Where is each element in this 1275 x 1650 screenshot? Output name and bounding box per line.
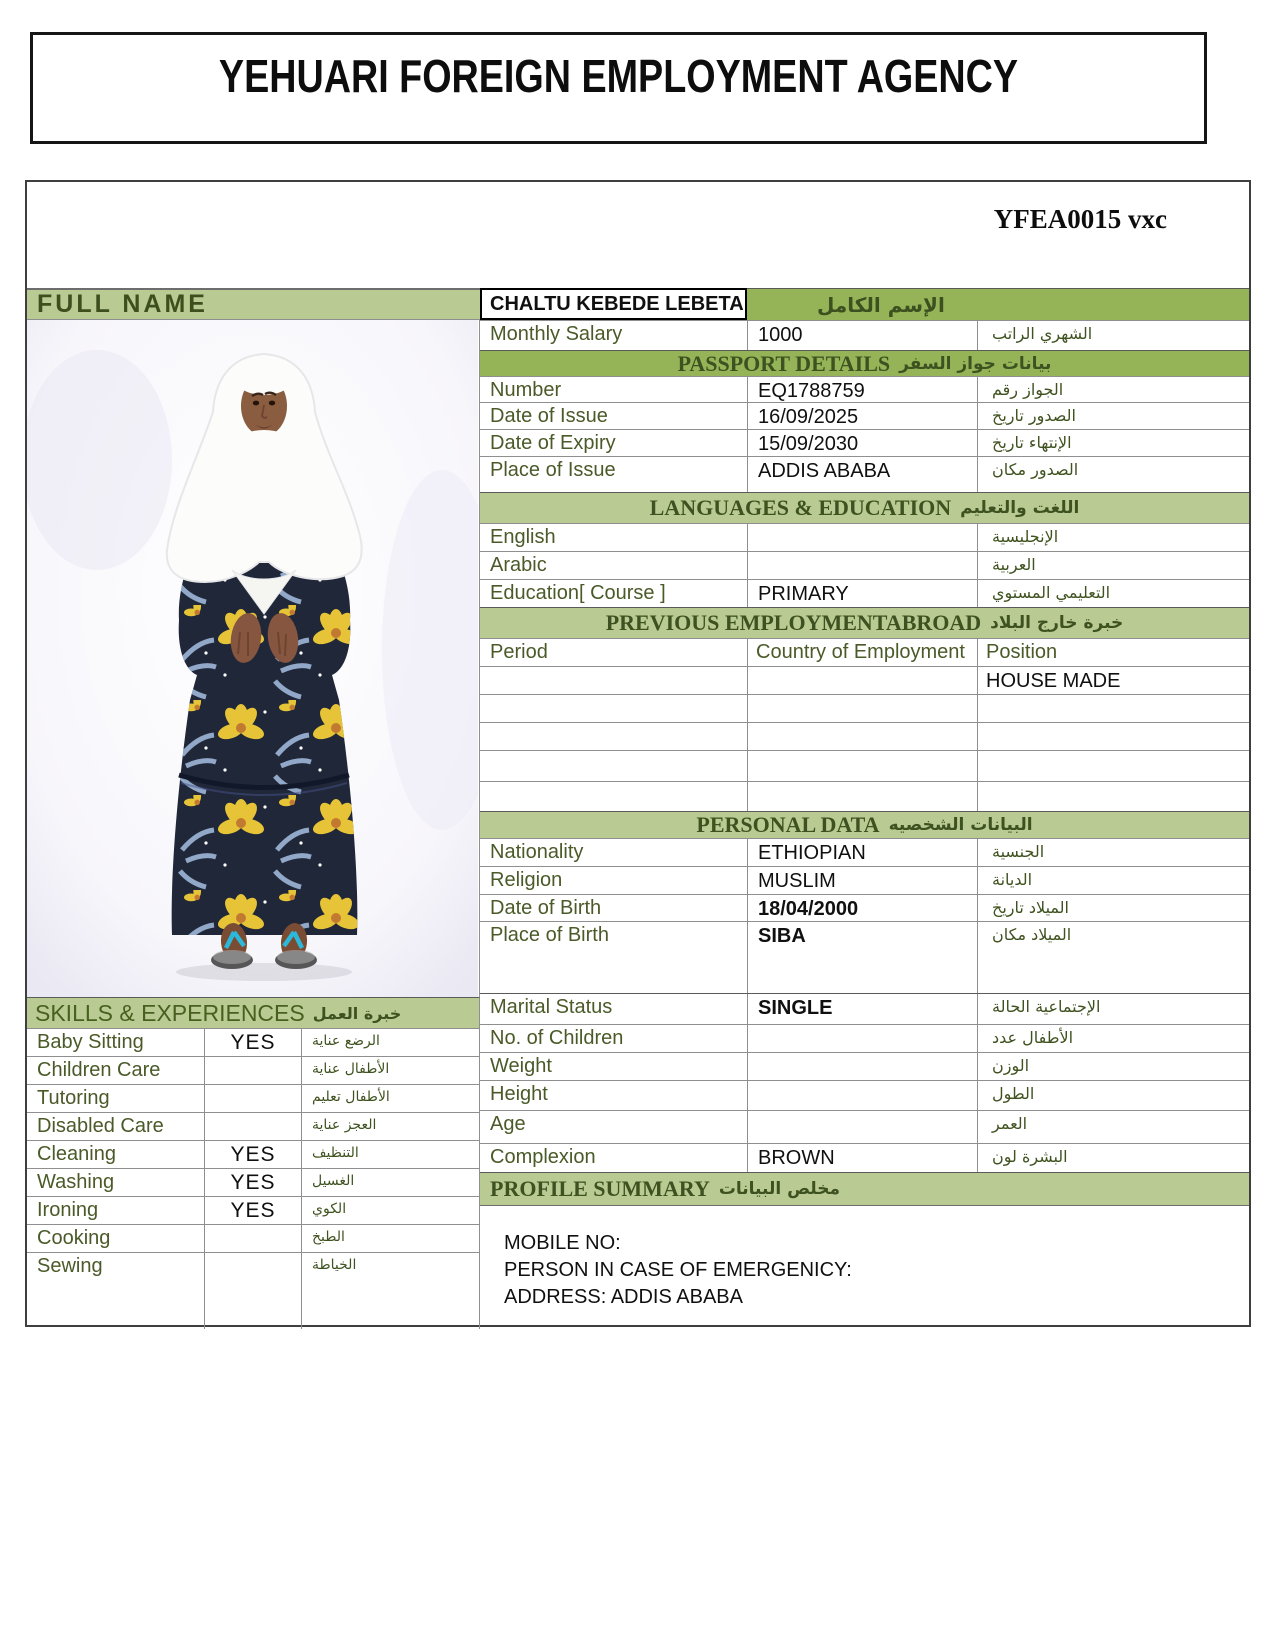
emergency-contact-line: PERSON IN CASE OF EMERGENICY:: [504, 1259, 852, 1281]
skills-section-header: [27, 997, 480, 1028]
cooking-value: [204, 1225, 301, 1252]
employment-position-4: [977, 751, 1249, 781]
tutoring-value: [204, 1085, 301, 1112]
country-column-header: Country of Employment: [747, 639, 977, 666]
baby-sitting-row: [27, 1028, 480, 1056]
passport-header-en: PASSPORT DETAILS: [677, 350, 891, 376]
mobile-no-line: MOBILE NO:: [504, 1232, 621, 1254]
employment-position-5: [977, 782, 1249, 811]
personal-data-section-header: [480, 811, 1249, 838]
applicant-photo: [27, 320, 480, 997]
employment-header-ar: خبرة خارج البلاد: [990, 613, 1124, 633]
date-of-birth-label: Date of Birth: [490, 897, 602, 919]
arabic-label: Arabic: [490, 554, 547, 576]
employment-columns-row: [480, 638, 1249, 666]
ironing-label: Ironing: [37, 1199, 99, 1221]
religion-arabic: الديانة: [977, 867, 1249, 894]
profile-summary-cell: [480, 1205, 1249, 1325]
washing-label: Washing: [37, 1171, 115, 1193]
sewing-row: [27, 1252, 480, 1329]
ironing-value: YES: [204, 1197, 301, 1224]
nationality-arabic: الجنسية: [977, 839, 1249, 866]
date-of-birth-value: 18/04/2000: [747, 895, 977, 921]
employment-period-1: [480, 667, 747, 694]
full-name-row: [480, 288, 1249, 320]
age-row: [480, 1110, 1249, 1143]
cleaning-arabic: التنظيف: [301, 1141, 480, 1168]
baby-sitting-value: YES: [204, 1029, 301, 1056]
passport-number-label: Number: [490, 379, 562, 401]
disabled-care-label: Disabled Care: [37, 1115, 164, 1137]
weight-value: [747, 1053, 977, 1080]
height-arabic: الطول: [977, 1081, 1249, 1110]
cleaning-value: YES: [204, 1141, 301, 1168]
religion-row: [480, 866, 1249, 894]
employment-period-5: [480, 782, 747, 811]
weight-label: Weight: [490, 1055, 552, 1077]
cleaning-label: Cleaning: [37, 1143, 116, 1165]
cooking-arabic: الطبخ: [301, 1225, 480, 1252]
date-of-expiry-value: 15/09/2030: [747, 430, 977, 456]
employment-position-3: [977, 723, 1249, 750]
sewing-value: [204, 1253, 301, 1329]
languages-section-header: [480, 492, 1249, 523]
complexion-row: [480, 1143, 1249, 1172]
nationality-value: ETHIOPIAN: [747, 839, 977, 866]
date-of-expiry-row: [480, 429, 1249, 456]
place-of-issue-row: [480, 456, 1249, 492]
marital-status-arabic: الإجتماعية الحالة: [977, 994, 1249, 1024]
employment-row-3: [480, 722, 1249, 750]
page-title: YEHUARI FOREIGN EMPLOYMENT AGENCY: [218, 50, 1019, 102]
tutoring-label: Tutoring: [37, 1087, 110, 1109]
passport-number-row: [480, 376, 1249, 402]
portrait-photo-illustration: [27, 320, 478, 997]
children-care-arabic: الأطفال عناية: [301, 1057, 480, 1084]
ironing-arabic: الكوي: [301, 1197, 480, 1224]
english-value: [747, 524, 977, 551]
period-column-header: Period: [490, 641, 548, 663]
date-of-birth-arabic: الميلاد تاريخ: [977, 895, 1249, 921]
place-of-issue-arabic: الصدور مكان: [977, 457, 1249, 492]
place-of-issue-label: Place of Issue: [490, 459, 616, 481]
children-value: [747, 1025, 977, 1052]
age-arabic: العمر: [977, 1111, 1249, 1143]
passport-number-arabic: الجواز رقم: [977, 377, 1249, 402]
employment-country-5: [747, 782, 977, 811]
skills-header-en: SKILLS & EXPERIENCES: [35, 999, 305, 1026]
complexion-value: BROWN: [747, 1144, 977, 1172]
salary-value: 1000: [747, 321, 977, 350]
employment-row-5: [480, 781, 1249, 811]
employment-country-2: [747, 695, 977, 722]
arabic-arabic: العربية: [977, 552, 1249, 579]
employment-section-header: [480, 607, 1249, 638]
employment-header-en: PREVIOUS EMPLOYMENTABROAD: [605, 610, 982, 635]
children-row: [480, 1024, 1249, 1052]
profile-summary-header-ar: مخلص البيانات: [718, 1179, 840, 1199]
employment-period-2: [480, 695, 747, 722]
date-of-issue-arabic: الصدور تاريخ: [977, 403, 1249, 429]
place-of-birth-row: [480, 921, 1249, 993]
full-name-label: FULL NAME: [37, 290, 208, 318]
tutoring-arabic: الأطفال تعليم: [301, 1085, 480, 1112]
date-of-issue-row: [480, 402, 1249, 429]
children-care-label: Children Care: [37, 1059, 161, 1081]
education-row: [480, 579, 1249, 607]
education-value: PRIMARY: [747, 580, 977, 607]
weight-arabic: الوزن: [977, 1053, 1249, 1080]
baby-sitting-label: Baby Sitting: [37, 1031, 144, 1053]
sewing-label: Sewing: [37, 1255, 103, 1277]
children-care-value: [204, 1057, 301, 1084]
ironing-row: [27, 1196, 480, 1224]
arabic-value: [747, 552, 977, 579]
marital-status-label: Marital Status: [490, 996, 613, 1018]
languages-header-ar: اللغت والتعليم: [960, 498, 1080, 518]
baby-sitting-arabic: الرضع عناية: [301, 1029, 480, 1056]
children-care-row: [27, 1056, 480, 1084]
employment-period-4: [480, 751, 747, 781]
personal-data-header-en: PERSONAL DATA: [696, 812, 880, 837]
washing-row: [27, 1168, 480, 1196]
details-column: [480, 288, 1249, 1325]
position-column-header: Position: [977, 639, 1249, 666]
complexion-label: Complexion: [490, 1146, 596, 1168]
address-line: ADDRESS: ADDIS ABABA: [504, 1286, 743, 1308]
nationality-row: [480, 838, 1249, 866]
employment-country-1: [747, 667, 977, 694]
employment-row-2: [480, 694, 1249, 722]
bio-data-table: [25, 180, 1251, 1327]
passport-number-value: EQ1788759: [747, 377, 977, 402]
education-label: Education[ Course ]: [490, 582, 666, 604]
children-arabic: الأطفال عدد: [977, 1025, 1249, 1052]
education-arabic: التعليمي المستوي: [977, 580, 1249, 607]
passport-section-header: [480, 350, 1249, 376]
age-value: [747, 1111, 977, 1143]
salary-row: [480, 320, 1249, 350]
employment-row-4: [480, 750, 1249, 781]
personal-data-header-ar: البيانات الشخصيه: [888, 815, 1033, 835]
washing-arabic: الغسيل: [301, 1169, 480, 1196]
date-of-birth-row: [480, 894, 1249, 921]
employment-period-3: [480, 723, 747, 750]
nationality-label: Nationality: [490, 841, 584, 863]
complexion-arabic: البشرة لون: [977, 1144, 1249, 1172]
profile-summary-header-en: PROFILE SUMMARY: [490, 1176, 710, 1201]
place-of-birth-value: SIBA: [747, 922, 977, 993]
date-of-expiry-arabic: الإنتهاء تاريخ: [977, 430, 1249, 456]
arabic-row: [480, 551, 1249, 579]
marital-status-row: [480, 993, 1249, 1024]
height-row: [480, 1080, 1249, 1110]
date-of-issue-label: Date of Issue: [490, 405, 608, 427]
height-value: [747, 1081, 977, 1110]
age-label: Age: [490, 1113, 526, 1135]
salary-arabic: الشهري الراتب: [977, 321, 1249, 350]
disabled-care-value: [204, 1113, 301, 1140]
employment-position-1: HOUSE MADE: [977, 667, 1249, 694]
sewing-arabic: الخياطة: [301, 1253, 480, 1329]
skills-table: [27, 997, 480, 1329]
date-of-issue-value: 16/09/2025: [747, 403, 977, 429]
religion-value: MUSLIM: [747, 867, 977, 894]
height-label: Height: [490, 1083, 548, 1105]
agency-title-box: [30, 32, 1207, 144]
washing-value: YES: [204, 1169, 301, 1196]
profile-summary-section-header: [480, 1172, 1249, 1205]
cooking-row: [27, 1224, 480, 1252]
english-row: [480, 523, 1249, 551]
cooking-label: Cooking: [37, 1227, 111, 1249]
religion-label: Religion: [490, 869, 563, 891]
languages-header-en: LANGUAGES & EDUCATION: [649, 495, 952, 520]
skills-header-ar: خبرة العمل: [312, 1003, 402, 1023]
full-name-header: [27, 288, 480, 320]
english-label: English: [490, 526, 556, 548]
date-of-expiry-label: Date of Expiry: [490, 432, 616, 454]
children-label: No. of Children: [490, 1027, 624, 1049]
salary-label: Monthly Salary: [490, 323, 623, 345]
employment-country-3: [747, 723, 977, 750]
marital-status-value: SINGLE: [747, 994, 977, 1024]
cleaning-row: [27, 1140, 480, 1168]
disabled-care-arabic: العجز عناية: [301, 1113, 480, 1140]
tutoring-row: [27, 1084, 480, 1112]
employment-position-2: [977, 695, 1249, 722]
employment-row-1: [480, 666, 1249, 694]
place-of-birth-arabic: الميلاد مكان: [977, 922, 1249, 993]
disabled-care-row: [27, 1112, 480, 1140]
place-of-birth-label: Place of Birth: [490, 924, 609, 946]
full-name-arabic: الإسم الكامل: [747, 288, 1249, 320]
english-arabic: الإنجليسية: [977, 524, 1249, 551]
weight-row: [480, 1052, 1249, 1080]
employment-country-4: [747, 751, 977, 781]
place-of-issue-value: ADDIS ABABA: [747, 457, 977, 492]
full-name-value: CHALTU KEBEDE LEBETA: [480, 288, 747, 320]
passport-header-ar: بيانات جواز السفر: [899, 353, 1052, 374]
reference-code: YFEA0015 vxc: [993, 204, 1167, 234]
